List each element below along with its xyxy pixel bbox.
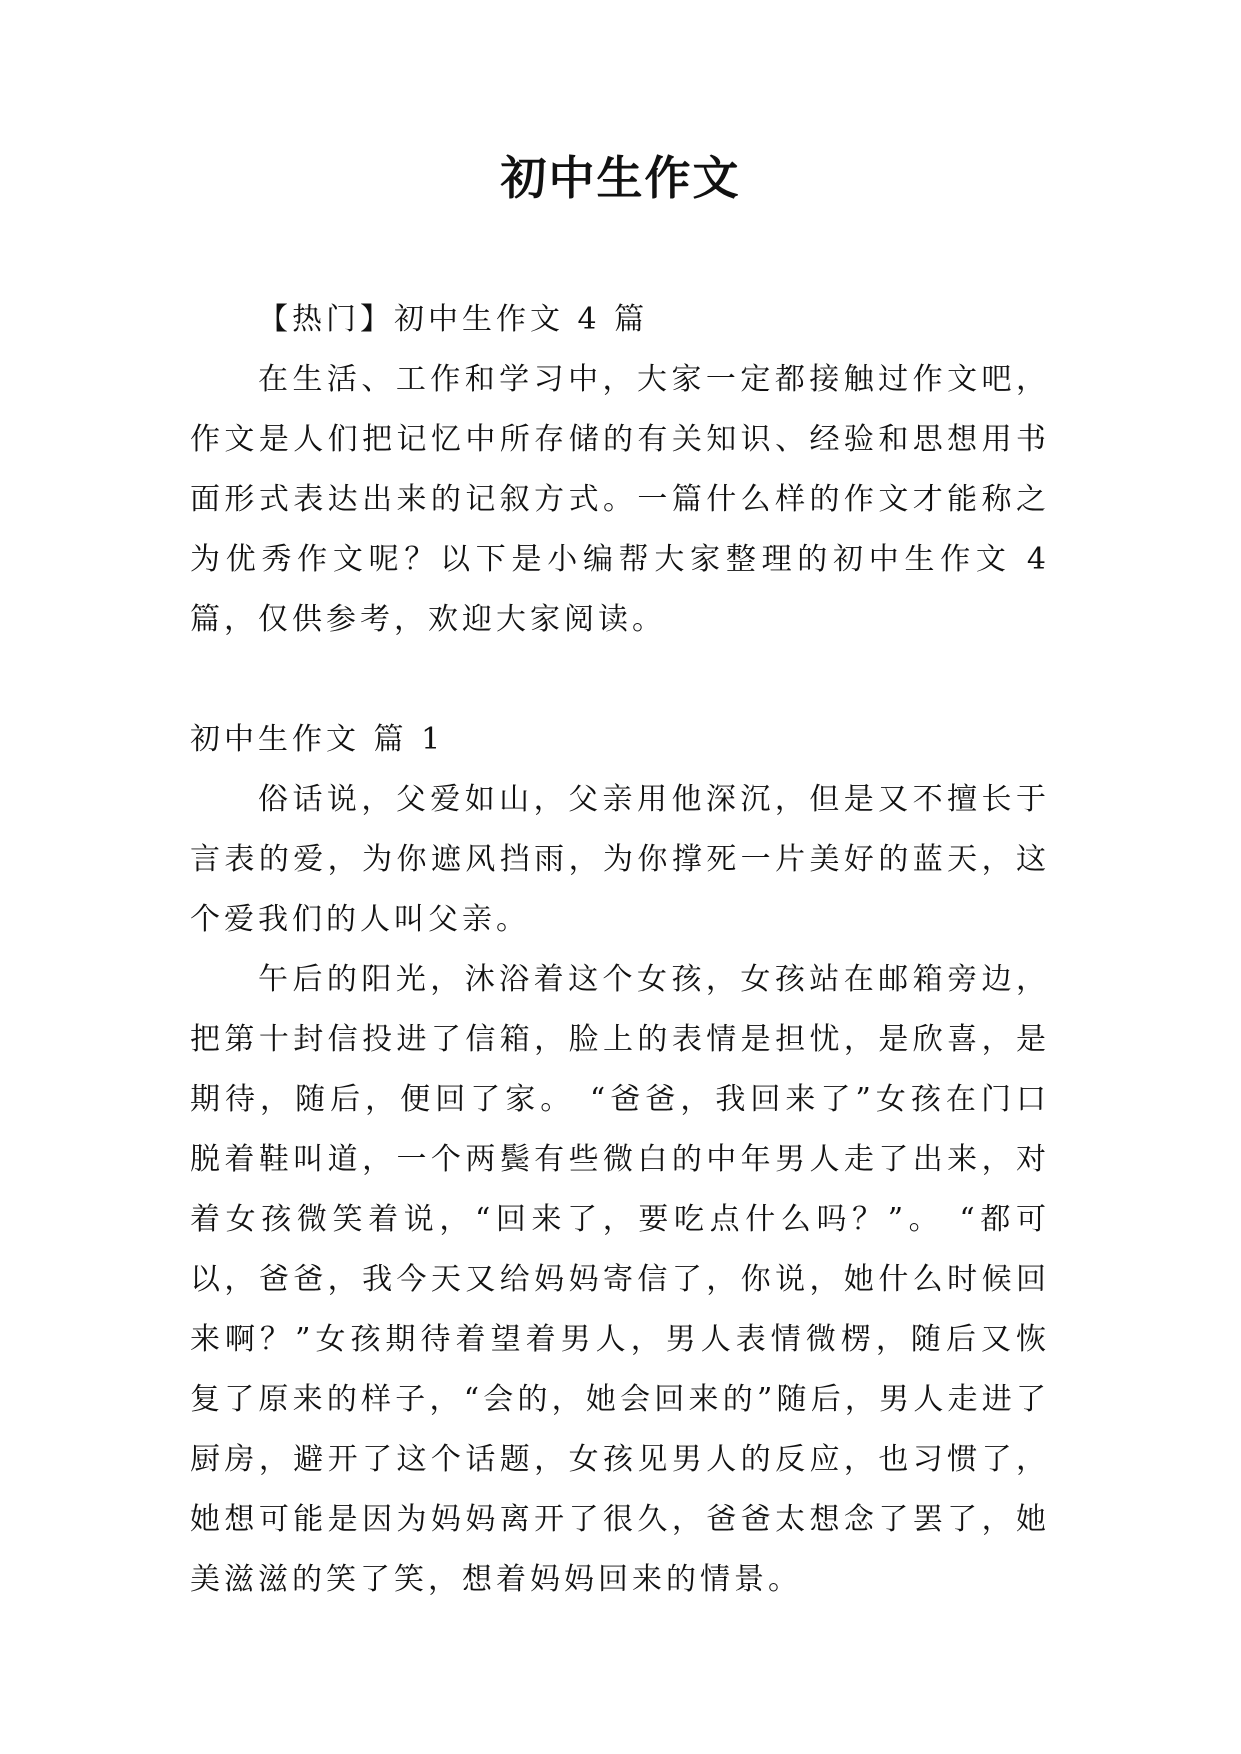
intro-paragraph: 在生活、工作和学习中，大家一定都接触过作文吧，作文是人们把记忆中所存储的有关知识、经验和思想用书面形式表达出来的记叙方式。一篇什么样的作文才能称之为优秀作文呢？以下是小编帮大家整理的初中生作文 4 篇，仅供参考，欢迎大家阅读。 bbox=[190, 362, 1050, 637]
body-paragraph-2: 午后的阳光，沐浴着这个女孩，女孩站在邮箱旁边，把第十封信投进了信箱，脸上的表情是担忧，是欣喜，是期待，随后，便回了家。 “爸爸，我回来了”女孩在门口脱着鞋叫道，一个两鬓有些微白的中年男人走了出来，对着女孩微笑着说，“回来了，要吃点什么吗？”。 “都可以，爸爸，我今天又给妈妈寄信了，你说，她什么时候回来啊？”女孩期待着望着男人，男人表情微楞，随后又恢复了原来的样子，“会的，她会回来的”随后，男人走进了厨房，避开了这个话题，女孩见男人的反应，也习惯了，她想可能是因为妈妈离开了很久，爸爸太想念了罢了，她美滋滋的笑了笑，想着妈妈回来的情景。 bbox=[190, 962, 1050, 1597]
document-body bbox=[190, 290, 1050, 1610]
section-heading: 初中生作文 篇 1 bbox=[190, 722, 445, 757]
page-title: 初中生作文 bbox=[500, 151, 741, 205]
body-paragraph-1: 俗话说，父爱如山，父亲用他深沉，但是又不擅长于言表的爱，为你遮风挡雨，为你撑死一片美好的蓝天，这个爱我们的人叫父亲。 bbox=[190, 782, 1050, 937]
document-subtitle: 【热门】初中生作文 4 篇 bbox=[258, 302, 649, 337]
